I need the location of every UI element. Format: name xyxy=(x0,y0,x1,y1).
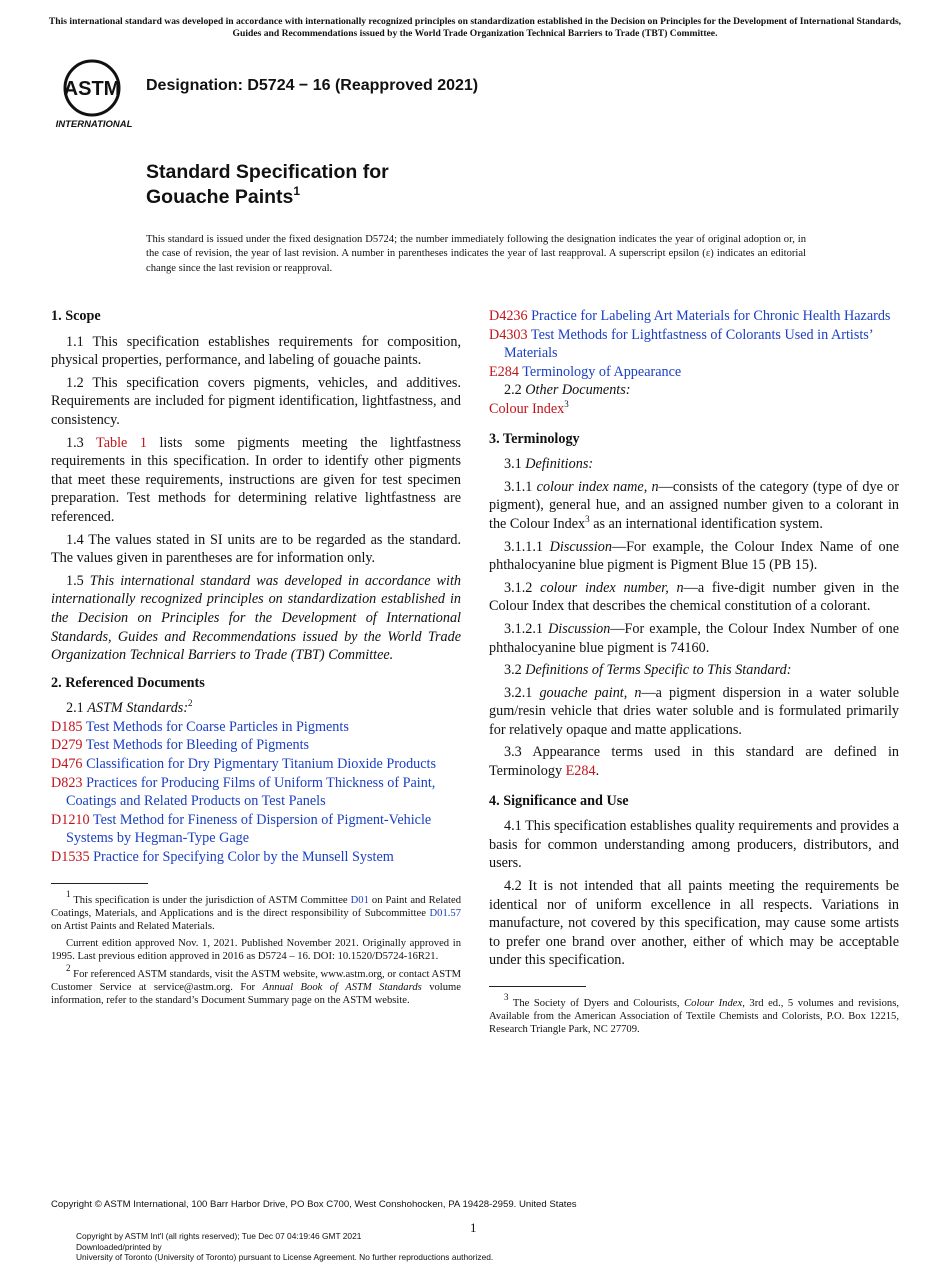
ref-item[interactable]: D1210 Test Method for Fineness of Dispersion of Pigment-Vehicle Systems by Hegman-Type Gage xyxy=(51,811,432,847)
term-3-1-1-1: 3.1.1.1 Discussion—For example, the Colour Index Name of one phthalocyanine blue pigment is Pigment Blue 15 (PB 15). xyxy=(489,538,899,574)
scope-heading: 1. Scope xyxy=(51,308,101,324)
page-title xyxy=(146,160,389,210)
footnote-2: $^2$ For referenced ASTM standards, visit the ASTM website, www.astm.org, or contact ASTM Customer Service at service@astm.org. For Annual Book of ASTM Standards volume information, refer to the standard’s Document Summary page on the ASTM website. xyxy=(51,962,461,1007)
astm-standards-list: 2.1 ASTM Standards:$^2$ D185 Test Methods for Coarse Particles in Pigments D279 Test Methods for Bleeding of Pigments D476 Classification for Dry Pigmentary Titanium Dioxide Products D823 Practices for Producing Films of Uniform Thickness of Paint, Coatings and Related Products on Test Panels D1210 Test Method for Fineness of Dispersion of Pigment-Vehicle Systems by Hegman-Type Gage D1535 Practice for Specifying Color by the Munsell System xyxy=(51,699,461,866)
scope-1-1: 1.1 This specification establishes requirements for composition, physical properties, performance, and labeling of gouache paints. xyxy=(51,333,461,369)
ref-item[interactable]: E284 Terminology of Appearance xyxy=(489,363,682,380)
footnote-1-edition: Current edition approved Nov. 1, 2021. Published November 2021. Originally approved in 1995. Last previous edition approved in 2016 as D5724 – 16. DOI: 10.1520/D5724-16R21. xyxy=(51,938,461,963)
term-3-1-2: 3.1.2 colour index number, n—a five-digit number given in the Colour Index that describes the chemical constitution of a colorant. xyxy=(489,579,899,615)
ref-item[interactable]: D476 Classification for Dry Pigmentary Titanium Dioxide Products xyxy=(51,756,437,773)
logo-text: ASTM xyxy=(63,78,121,100)
ref-item[interactable]: D279 Test Methods for Bleeding of Pigments xyxy=(51,737,310,754)
sig-4-2: 4.2 It is not intended that all paints meeting the requirements be identical nor of uniform excellence in all respects. Variations in manufacture, not covered by this specification, may cause some artists to prefer one brand over another, either of which may be acceptable under this specification. xyxy=(489,878,899,969)
table-1-link[interactable]: Table 1 xyxy=(96,434,147,451)
title-line-2: Gouache Paints xyxy=(146,186,294,208)
ref-item[interactable]: D4236 Practice for Labeling Art Materials for Chronic Health Hazards xyxy=(489,308,891,324)
ref-item[interactable]: D4303 Test Methods for Lightfastness of Colorants Used in Artists’ Materials xyxy=(489,326,873,362)
ref-item[interactable]: D185 Test Methods for Coarse Particles in Pigments xyxy=(51,718,349,735)
term-3-3: 3.3 Appearance terms used in this standard are defined in Terminology E284. xyxy=(489,744,899,780)
footnote-3: $^3$ The Society of Dyers and Colourists, Colour Index, 3rd ed., 5 volumes and revisions, Available from the American Association of Textile Chemists and Colorists, P.O. Box 12215, Research Triangle Park, NC 27709. xyxy=(489,992,899,1036)
d01-57-link[interactable]: D01.57 xyxy=(429,907,461,919)
other-documents-label: Other Documents: xyxy=(525,382,631,399)
right-column xyxy=(489,307,899,1041)
scope-1-3: 1.3 Table 1 lists some pigments meeting the lightfastness requirements in this specification. In order to identify other pigments that meet these requirements, instructions are given for test specimen preparation. Test methods for determining relative lightfastness are referenced. xyxy=(51,434,461,525)
scope-1-2: 1.2 This specification covers pigments, vehicles, and additives. Requirements are included for pigment identification, lightfastness, and consistency. xyxy=(51,374,461,428)
referenced-heading: 2. Referenced Documents xyxy=(51,674,205,691)
sig-4-1: 4.1 This specification establishes quality requirements and provides a basis for common understanding among producers, distributors, and users. xyxy=(489,818,899,872)
scope-1-4: 1.4 The values stated in SI units are to be regarded as the standard. The values given in parentheses are for information only. xyxy=(51,531,461,567)
astm-standards-label: ASTM Standards: xyxy=(87,700,189,717)
page-number: 1 xyxy=(470,1220,477,1235)
significance-heading: 4. Significance and Use xyxy=(489,792,629,809)
designation: Designation: D5724 − 16 (Reapproved 2021) xyxy=(146,77,479,94)
term-3-1-1: 3.1.1 colour index name, n—consists of the category (type of dye or pigment), general hue, and an assigned number given to a colorant in the Colour Index$^3$ as an international identification system. xyxy=(489,478,899,532)
term-3-1: 3.1 Definitions: xyxy=(504,456,594,473)
footnote-divider xyxy=(489,986,586,987)
e284-link[interactable]: E284 xyxy=(565,763,596,780)
scope-1-5: 1.5 This international standard was developed in accordance with internationally recognized principles on standardization established in the Decision on Principles for the Development of International Standards, Guides and Recommendations issued by the World Trade Organization Technical Barriers to Trade (TBT) Committee. xyxy=(51,572,461,664)
ref-item[interactable]: D1535 Practice for Specifying Color by the Munsell System xyxy=(51,849,394,866)
download-notice: Copyright by ASTM Int'l (all rights reserved); Tue Dec 07 04:19:46 GMT 2021 Downloaded/printed by University of Toronto (University of Toronto) pursuant to License Agreement. No further reproductions authorized. xyxy=(76,1231,494,1262)
footnote-1: $^1$ This specification is under the jurisdiction of ASTM Committee D01 on Paint and Related Coatings, Materials, and Applications and is the direct responsibility of Subcommittee D01.57 on Artist Paints and Related Materials. xyxy=(51,888,461,933)
astm-logo-icon xyxy=(54,58,134,130)
footnote-divider xyxy=(51,883,148,884)
term-3-2: 3.2 Definitions of Terms Specific to This Standard: xyxy=(504,662,792,679)
ref-item[interactable]: D823 Practices for Producing Films of Uniform Thickness of Paint, Coatings and Related Products on Test Panels xyxy=(51,774,436,810)
title-line-1: Standard Specification for xyxy=(146,161,389,183)
logo-subtext: INTERNATIONAL xyxy=(55,119,133,130)
issued-note: This standard is issued under the fixed designation D5724; the number immediately following the designation indicates the year of original adoption or, in the case of revision, the year of last revision. A number in parentheses indicates the year of last reapproval. A superscript epsilon (ε) indicates an editorial change since the last revision or reapproval. xyxy=(146,234,806,274)
term-3-2-1: 3.2.1 gouache paint, n—a pigment dispersion in a water soluble gum/resin vehicle that dries water soluble and is formulated primarily for relatively opaque and matte applications. xyxy=(489,684,900,738)
terminology-heading: 3. Terminology xyxy=(489,430,580,447)
term-3-1-2-1: 3.1.2.1 Discussion—For example, the Colour Index Number of one phthalocyanine blue pigment is 74160. xyxy=(489,620,899,656)
title-footnote-ref: 1 xyxy=(293,184,301,198)
astm-standards-list-cont: D4236 Practice for Labeling Art Materials for Chronic Health Hazards D4303 Test Methods for Lightfastness of Colorants Used in Artists’ Materials E284 Terminology of Appearance 2.2 Other Documents: Colour Index$^3$ xyxy=(489,307,899,419)
d01-link[interactable]: D01 xyxy=(350,894,369,906)
top-note: This international standard was developed in accordance with internationally recognized principles on standardization established in the Decision on Principles for the Development of International Standards, Guides and Recommendations issued by the World Trade Organization Technical Barriers to Trade (TBT) Committee. xyxy=(48,16,902,39)
colour-index-link[interactable]: Colour Index xyxy=(489,400,565,417)
copyright-line: Copyright © ASTM International, 100 Barr Harbor Drive, PO Box C700, West Conshohocken, PA 19428-2959. United States xyxy=(51,1199,577,1210)
left-column xyxy=(51,307,461,1011)
